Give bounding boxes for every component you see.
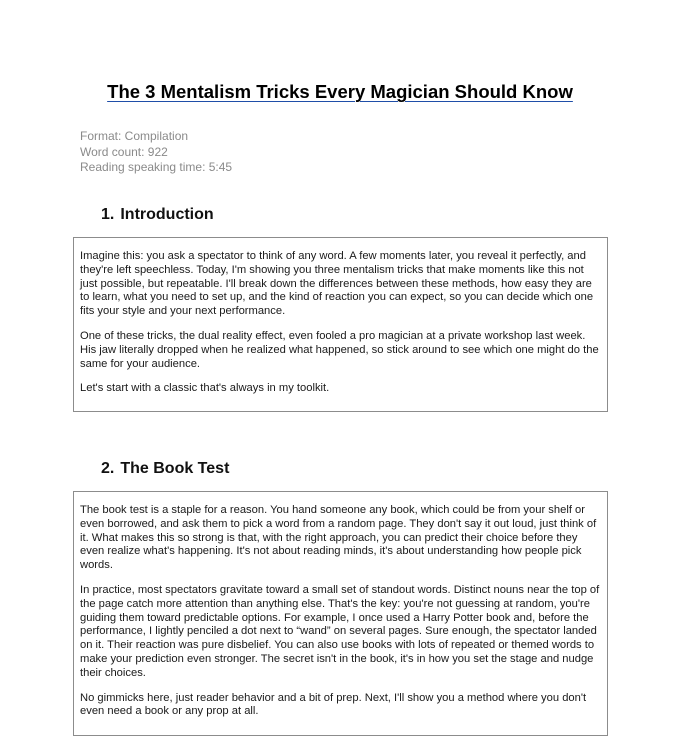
paragraph: The book test is a staple for a reason. You hand someone any book, which could be from your shelf or even borrowed, and ask them to pick a word from a random page. They don't say it out loud, just think of it. What makes this so strong is that, with the right approach, you can predict their choice before they even realize what's happening. It's not about reading minds, it's about understanding how people pick words.: [80, 504, 597, 572]
section-number: 2.: [101, 460, 115, 477]
section-heading-book-test: [101, 460, 229, 478]
section-title: Introduction: [120, 206, 214, 223]
section-title: The Book Test: [120, 460, 230, 477]
section-body-introduction: [73, 237, 608, 412]
paragraph: In practice, most spectators gravitate toward a small set of standout words. Distinct nouns near the top of the page catch more attention than anything else. That's the key: you're not guessing at random, you're guiding them toward predictable options. For example, I once used a Harry Potter book and, before the performance, I lightly penciled a dot next to “wand” on several pages. Sure enough, the spectator landed on it. Their reaction was pure disbelief. You can also use books with lots of repeated or themed words to make your prediction even stronger. The secret isn't in the book, it's in how you set the stage and nudge their choices.: [80, 583, 600, 679]
section-body-book-test: [73, 491, 608, 736]
document-meta: [80, 129, 232, 176]
document-title: The 3 Mentalism Tricks Every Magician Should Know: [107, 81, 573, 102]
meta-reading-time: Reading speaking time: 5:45: [80, 160, 233, 174]
paragraph: Let's start with a classic that's always in my toolkit.: [80, 382, 330, 395]
meta-word-count: Word count: 922: [80, 144, 168, 159]
paragraph: No gimmicks here, just reader behavior and a bit of prep. Next, I'll show you a method where you don't even need a book or any prop at all.: [80, 691, 587, 718]
section-number: 1.: [101, 206, 115, 223]
paragraph: Imagine this: you ask a spectator to think of any word. A few moments later, you reveal it perfectly, and they're left speechless. Today, I'm showing you three mentalism tricks that make moments like this not just possible, but repeatable. I'll break down the differences between these methods, how easy they are to learn, what you need to set up, and the kind of reaction you can expect, so you can decide which one fits your style and your next performance.: [80, 250, 594, 318]
section-heading-introduction: [101, 206, 214, 224]
paragraph: One of these tricks, the dual reality effect, even fooled a pro magician at a private workshop last week. His jaw literally dropped when he realized what happened, so stick around to see which one might do the same for your audience.: [80, 329, 599, 370]
meta-format: Format: Compilation: [80, 129, 189, 143]
